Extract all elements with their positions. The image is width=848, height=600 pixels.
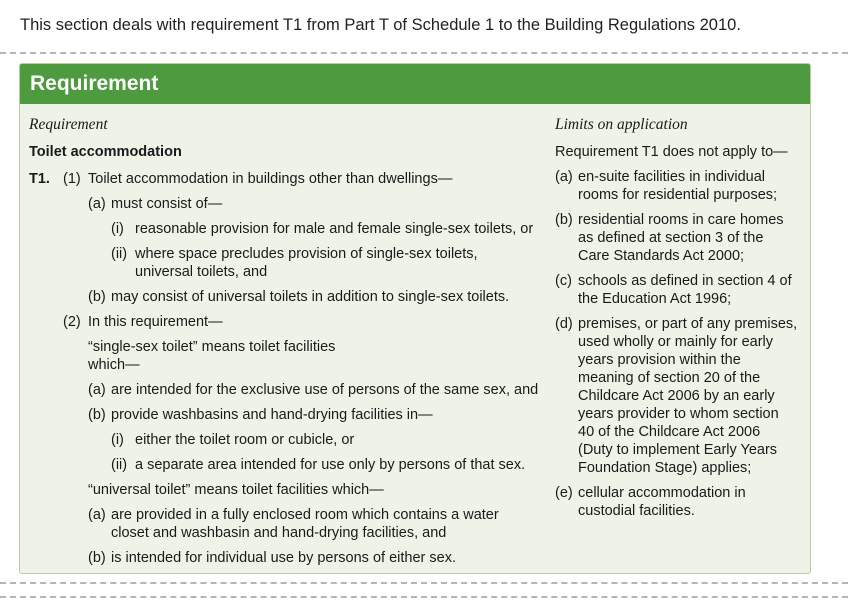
item-b-number: (b): [88, 289, 106, 305]
limit-item-1-number: (a): [555, 169, 573, 185]
para-2-text: In this requirement—: [88, 314, 223, 330]
limit-item-4-line-6: years provider to whom section: [578, 406, 779, 422]
single-sex-definition-line-2: which—: [88, 357, 140, 373]
requirement-column-heading: Requirement: [29, 116, 108, 133]
para-1-number: (1): [63, 171, 81, 187]
limit-item-4-line-1: premises, or part of any premises,: [578, 316, 798, 332]
limit-item-4-line-8: (Duty to implement Early Years: [578, 442, 778, 458]
panel-title: Requirement: [20, 64, 810, 104]
ut-item-b-number: (b): [88, 550, 106, 566]
limit-item-4-number: (d): [555, 316, 573, 332]
limit-item-3-number: (c): [555, 273, 572, 289]
limits-intro: Requirement T1 does not apply to—: [555, 144, 788, 160]
limit-item-5-line-1: cellular accommodation in: [578, 485, 746, 501]
limit-item-4-line-5: Childcare Act 2006 by an early: [578, 388, 775, 404]
limit-item-4-line-3: years provision within the: [578, 352, 741, 368]
ut-item-b-text: is intended for individual use by persons of either sex.: [111, 550, 456, 566]
bottom-divider-1: [0, 582, 848, 584]
limit-item-2-line-2: as defined at section 3 of the: [578, 230, 764, 246]
intro-text: This section deals with requirement T1 from Part T of Schedule 1 to the Building Regulations 2010.: [20, 16, 741, 34]
limit-item-4-line-7: 40 of the Childcare Act 2006: [578, 424, 761, 440]
limit-item-2-line-3: Care Standards Act 2000;: [578, 248, 745, 264]
item-a-number: (a): [88, 196, 106, 212]
item-a-text: must consist of—: [111, 196, 223, 212]
requirement-label: T1.: [29, 171, 50, 187]
ss-item-ii-number: (ii): [111, 457, 128, 473]
limit-item-1-line-1: en-suite facilities in individual: [578, 169, 765, 185]
item-i-number: (i): [111, 221, 124, 237]
limit-item-4-line-4: meaning of section 20 of the: [578, 370, 761, 386]
requirement-subheading: Toilet accommodation: [29, 144, 182, 160]
limit-item-5-number: (e): [555, 485, 573, 501]
limit-item-3-line-1: schools as defined in section 4 of: [578, 273, 792, 289]
top-divider: [0, 52, 848, 54]
item-i-text: reasonable provision for male and female single-sex toilets, or: [135, 221, 534, 237]
limit-item-4-line-2: used wholly or mainly for early: [578, 334, 774, 350]
ut-item-a-number: (a): [88, 507, 106, 523]
item-ii-number: (ii): [111, 246, 128, 262]
ss-item-a-number: (a): [88, 382, 106, 398]
item-ii-text-line-2: universal toilets, and: [135, 264, 268, 280]
limit-item-1-line-2: rooms for residential purposes;: [578, 187, 778, 203]
ss-item-a-text: are intended for the exclusive use of persons of the same sex, and: [111, 382, 539, 398]
para-1-text: Toilet accommodation in buildings other than dwellings—: [88, 171, 453, 187]
ss-item-i-text: either the toilet room or cubicle, or: [135, 432, 355, 448]
universal-toilet-definition: “universal toilet” means toilet facilities which—: [88, 482, 384, 498]
limits-column-heading: Limits on application: [555, 116, 688, 133]
ss-item-b-number: (b): [88, 407, 106, 423]
item-b-text: may consist of universal toilets in addition to single-sex toilets.: [111, 289, 510, 305]
ss-item-ii-text: a separate area intended for use only by persons of that sex.: [135, 457, 526, 473]
ut-item-a-text-line-1: are provided in a fully enclosed room which contains a water: [111, 507, 499, 523]
requirement-panel: [19, 63, 811, 574]
limit-item-2-line-1: residential rooms in care homes: [578, 212, 784, 228]
bottom-divider-2: [0, 596, 848, 598]
limit-item-2-number: (b): [555, 212, 573, 228]
single-sex-definition-line-1: “single-sex toilet” means toilet facilities: [88, 339, 336, 355]
ss-item-i-number: (i): [111, 432, 124, 448]
limit-item-3-line-2: the Education Act 1996;: [578, 291, 732, 307]
limit-item-4-line-9: Foundation Stage) applies;: [578, 460, 752, 476]
limit-item-5-line-2: custodial facilities.: [578, 503, 695, 519]
item-ii-text-line-1: where space precludes provision of single-sex toilets,: [135, 246, 478, 262]
ss-item-b-text: provide washbasins and hand-drying facilities in—: [111, 407, 433, 423]
para-2-number: (2): [63, 314, 81, 330]
ut-item-a-text-line-2: closet and washbasin and hand-drying facilities, and: [111, 525, 447, 541]
